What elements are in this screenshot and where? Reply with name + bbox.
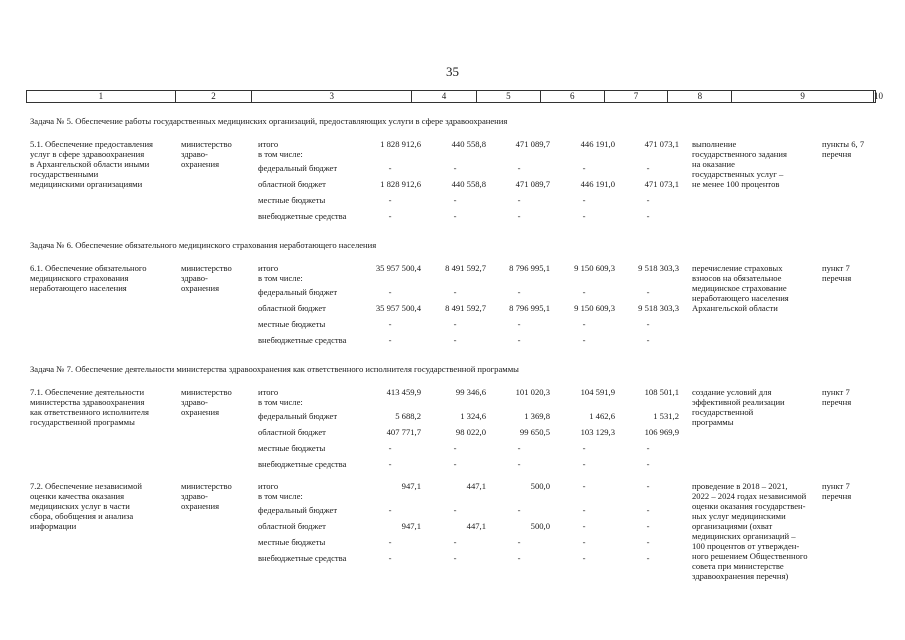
funding-value: 8 796 995,1 bbox=[509, 263, 550, 273]
item-reference: пункт 7 перечня bbox=[822, 481, 852, 501]
funding-value: - bbox=[453, 195, 457, 205]
funding-value: - bbox=[646, 163, 650, 173]
funding-value: 99 650,5 bbox=[519, 427, 550, 437]
funding-value: - bbox=[388, 443, 392, 453]
funding-value: 9 150 609,3 bbox=[574, 263, 615, 273]
funding-source: местные бюджеты bbox=[258, 443, 326, 453]
funding-source: итого в том числе: bbox=[258, 263, 303, 283]
funding-value: - bbox=[646, 211, 650, 221]
funding-value: - bbox=[388, 553, 392, 563]
funding-value: 471 089,7 bbox=[515, 139, 550, 149]
funding-value: - bbox=[388, 319, 392, 329]
funding-value: - bbox=[582, 443, 586, 453]
item-name: 6.1. Обеспечение обязательного медицинского страхования неработающего населения bbox=[30, 263, 147, 293]
funding-value: - bbox=[453, 319, 457, 329]
funding-value: - bbox=[582, 459, 586, 469]
funding-value: - bbox=[517, 553, 521, 563]
funding-value: 446 191,0 bbox=[580, 139, 615, 149]
funding-value: - bbox=[388, 287, 392, 297]
funding-value: - bbox=[453, 443, 457, 453]
funding-value: 440 558,8 bbox=[451, 139, 486, 149]
funding-value: - bbox=[582, 553, 586, 563]
item-name: 5.1. Обеспечение предоставления услуг в сфере здравоохранения в Архангельской области иными государственными медицинскими организациями bbox=[30, 139, 154, 189]
funding-value: - bbox=[517, 459, 521, 469]
funding-value: - bbox=[646, 537, 650, 547]
funding-value: 1 828 912,6 bbox=[380, 139, 421, 149]
funding-value: 9 518 303,3 bbox=[638, 303, 679, 313]
header-col-1: 1 bbox=[27, 91, 176, 102]
funding-value: 35 957 500,4 bbox=[375, 303, 421, 313]
item-reference: пункт 7 перечня bbox=[822, 387, 852, 407]
funding-value: 8 491 592,7 bbox=[445, 263, 486, 273]
item-name: 7.2. Обеспечение независимой оценки качества оказания медицинских услуг в части сбора, обобщения и анализа информации bbox=[30, 481, 142, 531]
task-title: Задача № 6. Обеспечение обязательного медицинского страхования неработающего населения bbox=[30, 240, 377, 250]
funding-value: 407 771,7 bbox=[386, 427, 421, 437]
funding-value: - bbox=[517, 505, 521, 515]
funding-value: - bbox=[517, 443, 521, 453]
funding-value: - bbox=[388, 211, 392, 221]
funding-value: - bbox=[646, 553, 650, 563]
funding-source: федеральный бюджет bbox=[258, 505, 338, 515]
funding-value: 500,0 bbox=[530, 521, 550, 531]
funding-value: - bbox=[453, 537, 457, 547]
funding-value: - bbox=[453, 553, 457, 563]
header-col-6: 6 bbox=[541, 91, 605, 102]
funding-value: - bbox=[646, 319, 650, 329]
funding-value: 99 346,6 bbox=[455, 387, 486, 397]
funding-value: 98 022,0 bbox=[455, 427, 486, 437]
funding-value: 101 020,3 bbox=[515, 387, 550, 397]
item-result: выполнение государственного задания на оказание государственных услуг – не менее 100 процентов bbox=[692, 139, 787, 189]
funding-value: - bbox=[582, 211, 586, 221]
funding-value: 446 191,0 bbox=[580, 179, 615, 189]
table-header bbox=[26, 90, 883, 103]
funding-value: 447,1 bbox=[466, 521, 486, 531]
item-name: 7.1. Обеспечение деятельности министерства здравоохранения как ответственного исполнителя государственной программы bbox=[30, 387, 149, 427]
funding-value: - bbox=[388, 195, 392, 205]
header-col-10: 10 bbox=[873, 91, 883, 101]
funding-source: федеральный бюджет bbox=[258, 287, 338, 297]
header-col-4: 4 bbox=[412, 91, 477, 102]
funding-value: - bbox=[646, 459, 650, 469]
funding-value: 471 073,1 bbox=[644, 179, 679, 189]
funding-source: областной бюджет bbox=[258, 179, 326, 189]
funding-value: - bbox=[453, 459, 457, 469]
funding-value: 440 558,8 bbox=[451, 179, 486, 189]
funding-value: 500,0 bbox=[530, 481, 550, 491]
funding-value: 8 491 592,7 bbox=[445, 303, 486, 313]
funding-value: - bbox=[582, 505, 586, 515]
funding-value: - bbox=[582, 195, 586, 205]
funding-source: федеральный бюджет bbox=[258, 163, 338, 173]
funding-value: - bbox=[582, 335, 586, 345]
funding-value: 947,1 bbox=[401, 481, 421, 491]
item-reference: пункт 7 перечня bbox=[822, 263, 852, 283]
funding-source: внебюджетные средства bbox=[258, 553, 347, 563]
funding-source: внебюджетные средства bbox=[258, 211, 347, 221]
item-executor: министерство здраво- охранения bbox=[181, 481, 232, 511]
funding-value: 447,1 bbox=[466, 481, 486, 491]
header-col-3: 3 bbox=[252, 91, 412, 102]
funding-value: 1 828 912,6 bbox=[380, 179, 421, 189]
funding-value: - bbox=[517, 537, 521, 547]
task-title: Задача № 5. Обеспечение работы государственных медицинских организаций, предоставляющих услуги в сфере здравоохранения bbox=[30, 116, 508, 126]
item-result: перечисление страховых взносов на обязательное медицинское страхование неработающего населения Архангельской области bbox=[692, 263, 789, 313]
funding-value: 104 591,9 bbox=[580, 387, 615, 397]
funding-value: - bbox=[582, 481, 586, 491]
funding-source: местные бюджеты bbox=[258, 537, 326, 547]
funding-value: 9 518 303,3 bbox=[638, 263, 679, 273]
funding-value: - bbox=[453, 287, 457, 297]
funding-value: - bbox=[646, 443, 650, 453]
funding-value: 9 150 609,3 bbox=[574, 303, 615, 313]
funding-source: итого в том числе: bbox=[258, 139, 303, 159]
funding-value: - bbox=[517, 211, 521, 221]
funding-value: 8 796 995,1 bbox=[509, 303, 550, 313]
funding-value: - bbox=[388, 163, 392, 173]
funding-value: - bbox=[453, 335, 457, 345]
header-col-9: 9 bbox=[732, 91, 874, 102]
header-col-8: 8 bbox=[668, 91, 732, 102]
funding-value: 1 531,2 bbox=[653, 411, 679, 421]
funding-value: 106 969,9 bbox=[644, 427, 679, 437]
funding-value: - bbox=[582, 521, 586, 531]
funding-source: итого в том числе: bbox=[258, 481, 303, 501]
funding-source: областной бюджет bbox=[258, 521, 326, 531]
funding-value: - bbox=[517, 335, 521, 345]
funding-value: 1 369,8 bbox=[524, 411, 550, 421]
funding-source: областной бюджет bbox=[258, 303, 326, 313]
funding-value: - bbox=[388, 459, 392, 469]
task-title: Задача № 7. Обеспечение деятельности министерства здравоохранения как ответственного исполнителя государственной программы bbox=[30, 364, 519, 374]
funding-value: 471 089,7 bbox=[515, 179, 550, 189]
funding-value: 471 073,1 bbox=[644, 139, 679, 149]
funding-value: - bbox=[582, 537, 586, 547]
funding-value: - bbox=[453, 211, 457, 221]
funding-value: - bbox=[517, 319, 521, 329]
funding-value: 1 324,6 bbox=[460, 411, 486, 421]
funding-value: 5 688,2 bbox=[395, 411, 421, 421]
funding-value: - bbox=[388, 537, 392, 547]
header-col-2: 2 bbox=[176, 91, 253, 102]
funding-value: - bbox=[453, 505, 457, 515]
funding-source: областной бюджет bbox=[258, 427, 326, 437]
header-col-5: 5 bbox=[477, 91, 541, 102]
funding-value: 1 462,6 bbox=[589, 411, 615, 421]
funding-value: 947,1 bbox=[401, 521, 421, 531]
funding-value: - bbox=[388, 505, 392, 515]
funding-value: - bbox=[453, 163, 457, 173]
funding-value: - bbox=[646, 505, 650, 515]
funding-value: - bbox=[646, 195, 650, 205]
funding-source: федеральный бюджет bbox=[258, 411, 338, 421]
header-col-7: 7 bbox=[605, 91, 669, 102]
item-executor: министерство здраво- охранения bbox=[181, 263, 232, 293]
funding-value: - bbox=[388, 335, 392, 345]
funding-value: - bbox=[582, 163, 586, 173]
item-result: создание условий для эффективной реализации государственной программы bbox=[692, 387, 785, 427]
funding-source: внебюджетные средства bbox=[258, 459, 347, 469]
item-reference: пункты 6, 7 перечня bbox=[822, 139, 865, 159]
funding-value: 35 957 500,4 bbox=[375, 263, 421, 273]
funding-value: - bbox=[582, 319, 586, 329]
funding-value: - bbox=[646, 481, 650, 491]
funding-value: - bbox=[646, 335, 650, 345]
funding-value: - bbox=[517, 195, 521, 205]
funding-value: - bbox=[517, 287, 521, 297]
funding-value: 103 129,3 bbox=[580, 427, 615, 437]
funding-source: местные бюджеты bbox=[258, 195, 326, 205]
funding-source: внебюджетные средства bbox=[258, 335, 347, 345]
funding-value: - bbox=[582, 287, 586, 297]
funding-value: - bbox=[646, 521, 650, 531]
funding-value: - bbox=[517, 163, 521, 173]
page-number: 35 bbox=[446, 64, 459, 79]
funding-value: - bbox=[646, 287, 650, 297]
funding-source: местные бюджеты bbox=[258, 319, 326, 329]
funding-value: 413 459,9 bbox=[386, 387, 421, 397]
item-executor: министерство здраво- охранения bbox=[181, 139, 232, 169]
funding-source: итого в том числе: bbox=[258, 387, 303, 407]
item-executor: министерство здраво- охранения bbox=[181, 387, 232, 417]
item-result: проведение в 2018 – 2021, 2022 – 2024 годах независимой оценки оказания государствен- ных услуг медицинскими организациями (охват медицинских организаций – 100 процентов от утвержден- ного решением Общественного совета при министерстве здравоохранения перечня) bbox=[692, 481, 808, 581]
funding-value: 108 501,1 bbox=[644, 387, 679, 397]
